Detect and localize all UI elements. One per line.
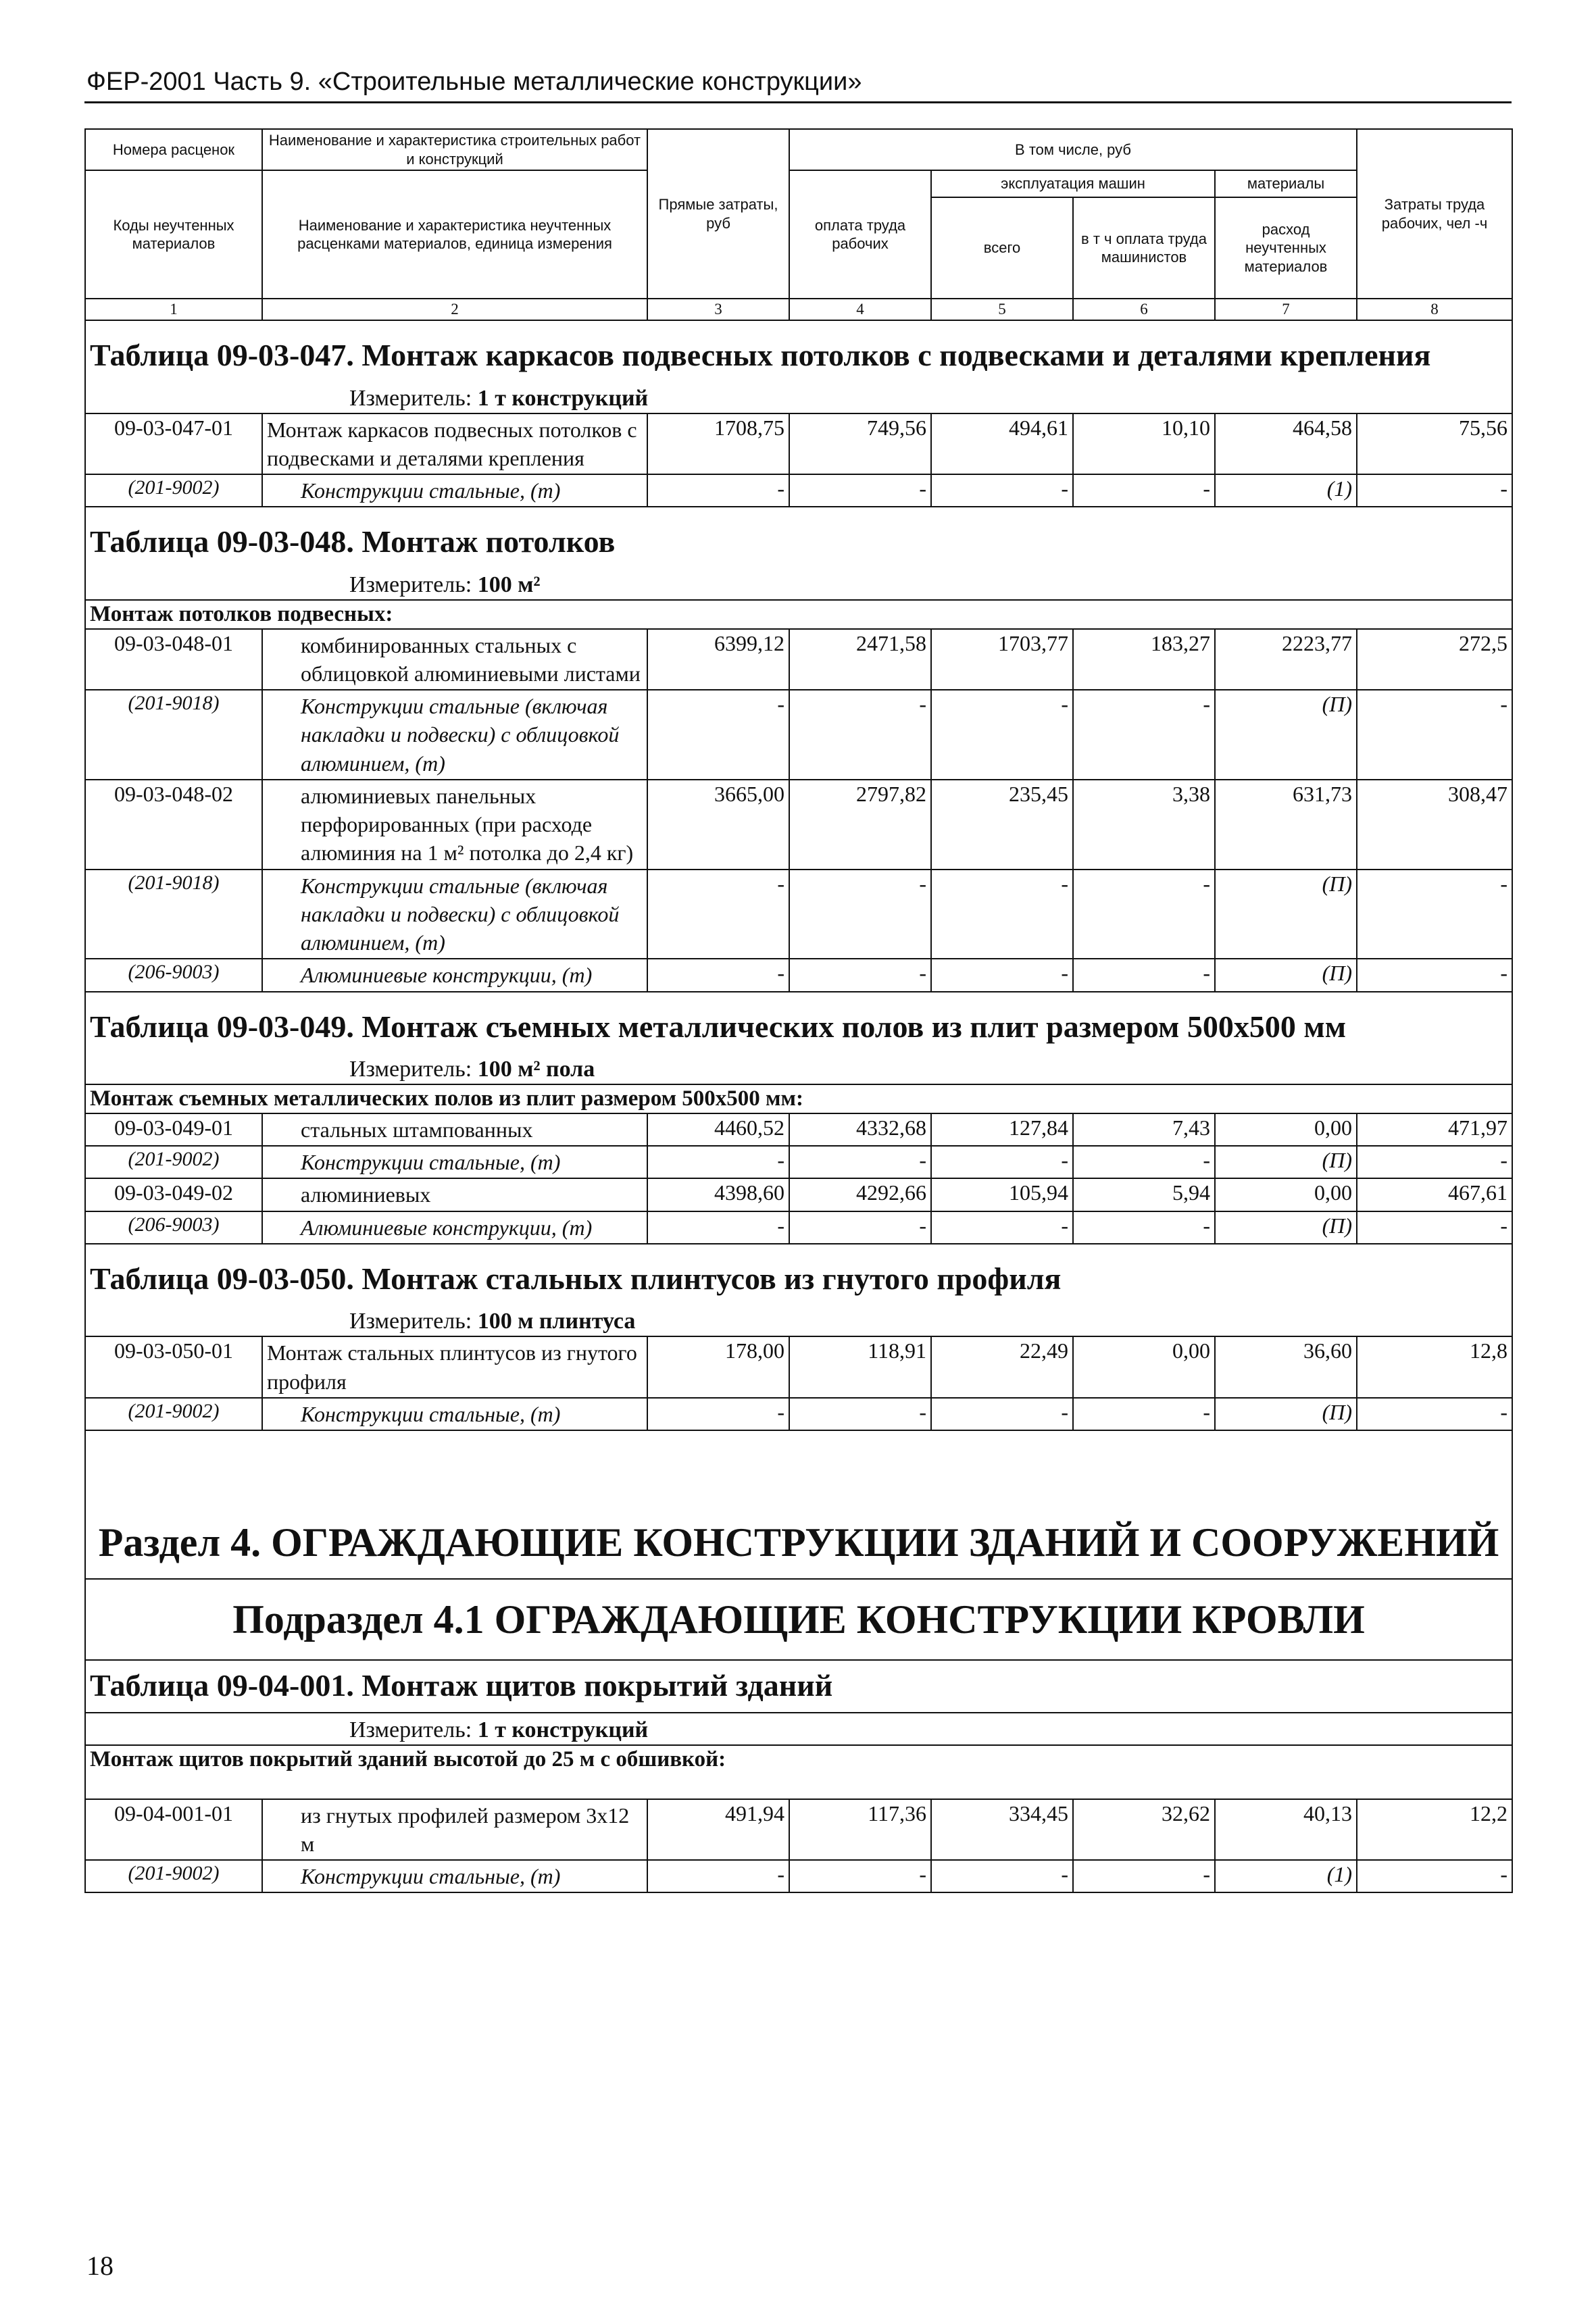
col-name-bottom: Наименование и характеристика неучтенных расценками материалов, единица измерения (262, 170, 647, 299)
material-code: (201-9002) (85, 474, 262, 507)
machines-total: 334,45 (931, 1799, 1073, 1860)
dash: - (1357, 1398, 1512, 1430)
labor-pay: 2797,82 (789, 780, 931, 870)
table-row (85, 1336, 1512, 1397)
dash: - (647, 1860, 789, 1892)
dash: - (1073, 474, 1215, 507)
machines-total: 127,84 (931, 1113, 1073, 1146)
dash: - (647, 690, 789, 780)
material-code: (201-9002) (85, 1398, 262, 1430)
material-name: Конструкции стальные (включая накладки и подвески) с облицовкой алюминием, (т) (262, 690, 647, 780)
rate-name: комбинированных стальных с облицовкой алюминиевыми листами (262, 629, 647, 690)
material-row (85, 870, 1512, 959)
table-row (85, 629, 1512, 690)
material-usage: (П) (1215, 959, 1357, 991)
dash: - (1357, 959, 1512, 991)
col-number: 6 (1073, 299, 1215, 320)
col-number: 2 (262, 299, 647, 320)
group-heading: Монтаж потолков подвесных: (85, 600, 1512, 629)
table-title: Таблица 09-03-050. Монтаж стальных плинтусов из гнутого профиля (85, 1244, 1512, 1305)
drivers-pay: 5,94 (1073, 1178, 1215, 1211)
col-number: 7 (1215, 299, 1357, 320)
dash: - (931, 1211, 1073, 1244)
dash: - (931, 870, 1073, 959)
rate-name: из гнутых профилей размером 3х12 м (262, 1799, 647, 1860)
dash: - (1357, 1146, 1512, 1178)
drivers-pay: 183,27 (1073, 629, 1215, 690)
material-row (85, 1398, 1512, 1430)
material-usage: (П) (1215, 1211, 1357, 1244)
material-usage: (П) (1215, 690, 1357, 780)
rate-name: алюминиевых (262, 1178, 647, 1211)
dash: - (931, 474, 1073, 507)
dash: - (1357, 474, 1512, 507)
material-name: Конструкции стальные (включая накладки и подвески) с облицовкой алюминием, (т) (262, 870, 647, 959)
drivers-pay: 10,10 (1073, 413, 1215, 474)
materials-cost: 36,60 (1215, 1336, 1357, 1397)
rate-name: Монтаж стальных плинтусов из гнутого профиля (262, 1336, 647, 1397)
material-code: (206-9003) (85, 959, 262, 991)
col-including: В том числе, руб (789, 129, 1357, 170)
col-number: 8 (1357, 299, 1512, 320)
table-row (85, 1799, 1512, 1860)
dash: - (931, 690, 1073, 780)
dash: - (1073, 959, 1215, 991)
labor-hours: 272,5 (1357, 629, 1512, 690)
material-code: (206-9003) (85, 1211, 262, 1244)
direct-costs: 4460,52 (647, 1113, 789, 1146)
material-row (85, 1860, 1512, 1892)
material-name: Конструкции стальные, (т) (262, 1146, 647, 1178)
table-row (85, 780, 1512, 870)
table-row (85, 413, 1512, 474)
col-materials-usage: расход неучтенных материалов (1215, 197, 1357, 299)
dash: - (931, 1146, 1073, 1178)
labor-pay: 118,91 (789, 1336, 931, 1397)
direct-costs: 3665,00 (647, 780, 789, 870)
material-name: Конструкции стальные, (т) (262, 1398, 647, 1430)
measure-label: Измеритель: (349, 385, 478, 411)
labor-hours: 12,8 (1357, 1336, 1512, 1397)
col-materials: материалы (1215, 170, 1357, 197)
col-labor-pay: оплата труда рабочих (789, 170, 931, 299)
col-labor-costs: Затраты труда рабочих, чел -ч (1357, 129, 1512, 299)
materials-cost: 464,58 (1215, 413, 1357, 474)
dash: - (789, 690, 931, 780)
table-title: Таблица 09-04-001. Монтаж щитов покрытий зданий (85, 1660, 1512, 1713)
dash: - (647, 1146, 789, 1178)
rate-code: 09-03-050-01 (85, 1336, 262, 1397)
dash: - (1073, 1860, 1215, 1892)
material-row (85, 474, 1512, 507)
labor-pay: 4292,66 (789, 1178, 931, 1211)
labor-pay: 117,36 (789, 1799, 931, 1860)
table-title: Таблица 09-03-047. Монтаж каркасов подвесных потолков с подвесками и деталями крепления (85, 320, 1512, 382)
dash: - (931, 1398, 1073, 1430)
material-code: (201-9002) (85, 1860, 262, 1892)
dash: - (647, 1398, 789, 1430)
dash: - (1073, 690, 1215, 780)
group-heading: Монтаж съемных металлических полов из плит размером 500х500 мм: (85, 1084, 1512, 1113)
table-row (85, 1113, 1512, 1146)
machines-total: 22,49 (931, 1336, 1073, 1397)
material-name: Конструкции стальные, (т) (262, 474, 647, 507)
direct-costs: 1708,75 (647, 413, 789, 474)
machines-total: 235,45 (931, 780, 1073, 870)
dash: - (647, 870, 789, 959)
rate-code: 09-03-048-02 (85, 780, 262, 870)
material-row (85, 959, 1512, 991)
material-row (85, 690, 1512, 780)
material-usage: (1) (1215, 1860, 1357, 1892)
rate-name: Монтаж каркасов подвесных потолков с подвесками и деталями крепления (262, 413, 647, 474)
machines-total: 494,61 (931, 413, 1073, 474)
labor-hours: 75,56 (1357, 413, 1512, 474)
labor-pay: 4332,68 (789, 1113, 931, 1146)
materials-cost: 631,73 (1215, 780, 1357, 870)
col-code-top: Номера расценок (85, 129, 262, 170)
rates-table (84, 128, 1513, 1893)
subsection-heading: Подраздел 4.1 ОГРАЖДАЮЩИЕ КОНСТРУКЦИИ КРОВЛИ (85, 1579, 1512, 1660)
col-number: 5 (931, 299, 1073, 320)
col-machines: эксплуатация машин (931, 170, 1215, 197)
dash: - (789, 959, 931, 991)
drivers-pay: 0,00 (1073, 1336, 1215, 1397)
page-number: 18 (86, 2250, 114, 2281)
labor-hours: 12,2 (1357, 1799, 1512, 1860)
direct-costs: 178,00 (647, 1336, 789, 1397)
measure-value: 1 т конструкций (477, 385, 649, 411)
material-name: Алюминиевые конструкции, (т) (262, 1211, 647, 1244)
col-number: 4 (789, 299, 931, 320)
machines-total: 1703,77 (931, 629, 1073, 690)
group-heading: Монтаж щитов покрытий зданий высотой до 25 м с обшивкой: (85, 1745, 1512, 1799)
dash: - (931, 1860, 1073, 1892)
rate-code: 09-03-049-02 (85, 1178, 262, 1211)
measure-line (85, 382, 1512, 413)
rate-code: 09-04-001-01 (85, 1799, 262, 1860)
material-name: Алюминиевые конструкции, (т) (262, 959, 647, 991)
material-row (85, 1146, 1512, 1178)
dash: - (789, 1146, 931, 1178)
document-header: ФЕР-2001 Часть 9. «Строительные металлические конструкции» (86, 68, 862, 96)
measure-line (85, 1053, 1512, 1084)
measure-line (85, 1305, 1512, 1336)
dash: - (789, 870, 931, 959)
material-code: (201-9018) (85, 690, 262, 780)
dash: - (1073, 1211, 1215, 1244)
labor-hours: 467,61 (1357, 1178, 1512, 1211)
col-drivers-pay: в т ч оплата труда машинистов (1073, 197, 1215, 299)
col-code-bottom: Коды неучтенных материалов (85, 170, 262, 299)
material-usage: (П) (1215, 1398, 1357, 1430)
dash: - (789, 1398, 931, 1430)
col-direct-costs: Прямые затраты, руб (647, 129, 789, 299)
measure-label: Измеритель: (349, 1717, 478, 1742)
materials-cost: 2223,77 (1215, 629, 1357, 690)
measure-value: 1 т конструкций (477, 1717, 649, 1742)
dash: - (1073, 1398, 1215, 1430)
rate-code: 09-03-049-01 (85, 1113, 262, 1146)
material-row (85, 1211, 1512, 1244)
material-code: (201-9018) (85, 870, 262, 959)
labor-hours: 308,47 (1357, 780, 1512, 870)
table-row (85, 1178, 1512, 1211)
direct-costs: 4398,60 (647, 1178, 789, 1211)
dash: - (1357, 1211, 1512, 1244)
col-number: 1 (85, 299, 262, 320)
measure-label: Измеритель: (349, 1057, 478, 1082)
col-name-top: Наименование и характеристика строительных работ и конструкций (262, 129, 647, 170)
material-code: (201-9002) (85, 1146, 262, 1178)
rate-name: стальных штампованных (262, 1113, 647, 1146)
material-name: Конструкции стальные, (т) (262, 1860, 647, 1892)
material-usage: (П) (1215, 870, 1357, 959)
material-usage: (1) (1215, 474, 1357, 507)
measure-label: Измеритель: (349, 1309, 478, 1334)
table-title: Таблица 09-03-049. Монтаж съемных металлических полов из плит размером 500х500 мм (85, 992, 1512, 1053)
dash: - (1073, 1146, 1215, 1178)
dash: - (647, 959, 789, 991)
dash: - (1357, 870, 1512, 959)
drivers-pay: 32,62 (1073, 1799, 1215, 1860)
col-machines-total: всего (931, 197, 1073, 299)
drivers-pay: 7,43 (1073, 1113, 1215, 1146)
rate-code: 09-03-048-01 (85, 629, 262, 690)
dash: - (931, 959, 1073, 991)
measure-line (85, 1713, 1512, 1745)
measure-value: 100 м² (477, 572, 541, 597)
dash: - (789, 1860, 931, 1892)
rate-code: 09-03-047-01 (85, 413, 262, 474)
labor-hours: 471,97 (1357, 1113, 1512, 1146)
dash: - (1073, 870, 1215, 959)
col-number: 3 (647, 299, 789, 320)
machines-total: 105,94 (931, 1178, 1073, 1211)
labor-pay: 2471,58 (789, 629, 931, 690)
materials-cost: 40,13 (1215, 1799, 1357, 1860)
direct-costs: 491,94 (647, 1799, 789, 1860)
table-title: Таблица 09-03-048. Монтаж потолков (85, 507, 1512, 568)
dash: - (647, 1211, 789, 1244)
header-rule (84, 101, 1512, 103)
dash: - (1357, 690, 1512, 780)
materials-cost: 0,00 (1215, 1178, 1357, 1211)
section-heading: Раздел 4. ОГРАЖДАЮЩИЕ КОНСТРУКЦИИ ЗДАНИЙ И СООРУЖЕНИЙ (85, 1430, 1512, 1579)
measure-label: Измеритель: (349, 572, 478, 597)
dash: - (789, 474, 931, 507)
measure-value: 100 м плинтуса (477, 1309, 636, 1334)
dash: - (1357, 1860, 1512, 1892)
materials-cost: 0,00 (1215, 1113, 1357, 1146)
drivers-pay: 3,38 (1073, 780, 1215, 870)
dash: - (789, 1211, 931, 1244)
direct-costs: 6399,12 (647, 629, 789, 690)
labor-pay: 749,56 (789, 413, 931, 474)
dash: - (647, 474, 789, 507)
measure-value: 100 м² пола (477, 1057, 595, 1082)
measure-line (85, 568, 1512, 600)
rate-name: алюминиевых панельных перфорированных (при расходе алюминия на 1 м² потолка до 2,4 кг) (262, 780, 647, 870)
material-usage: (П) (1215, 1146, 1357, 1178)
